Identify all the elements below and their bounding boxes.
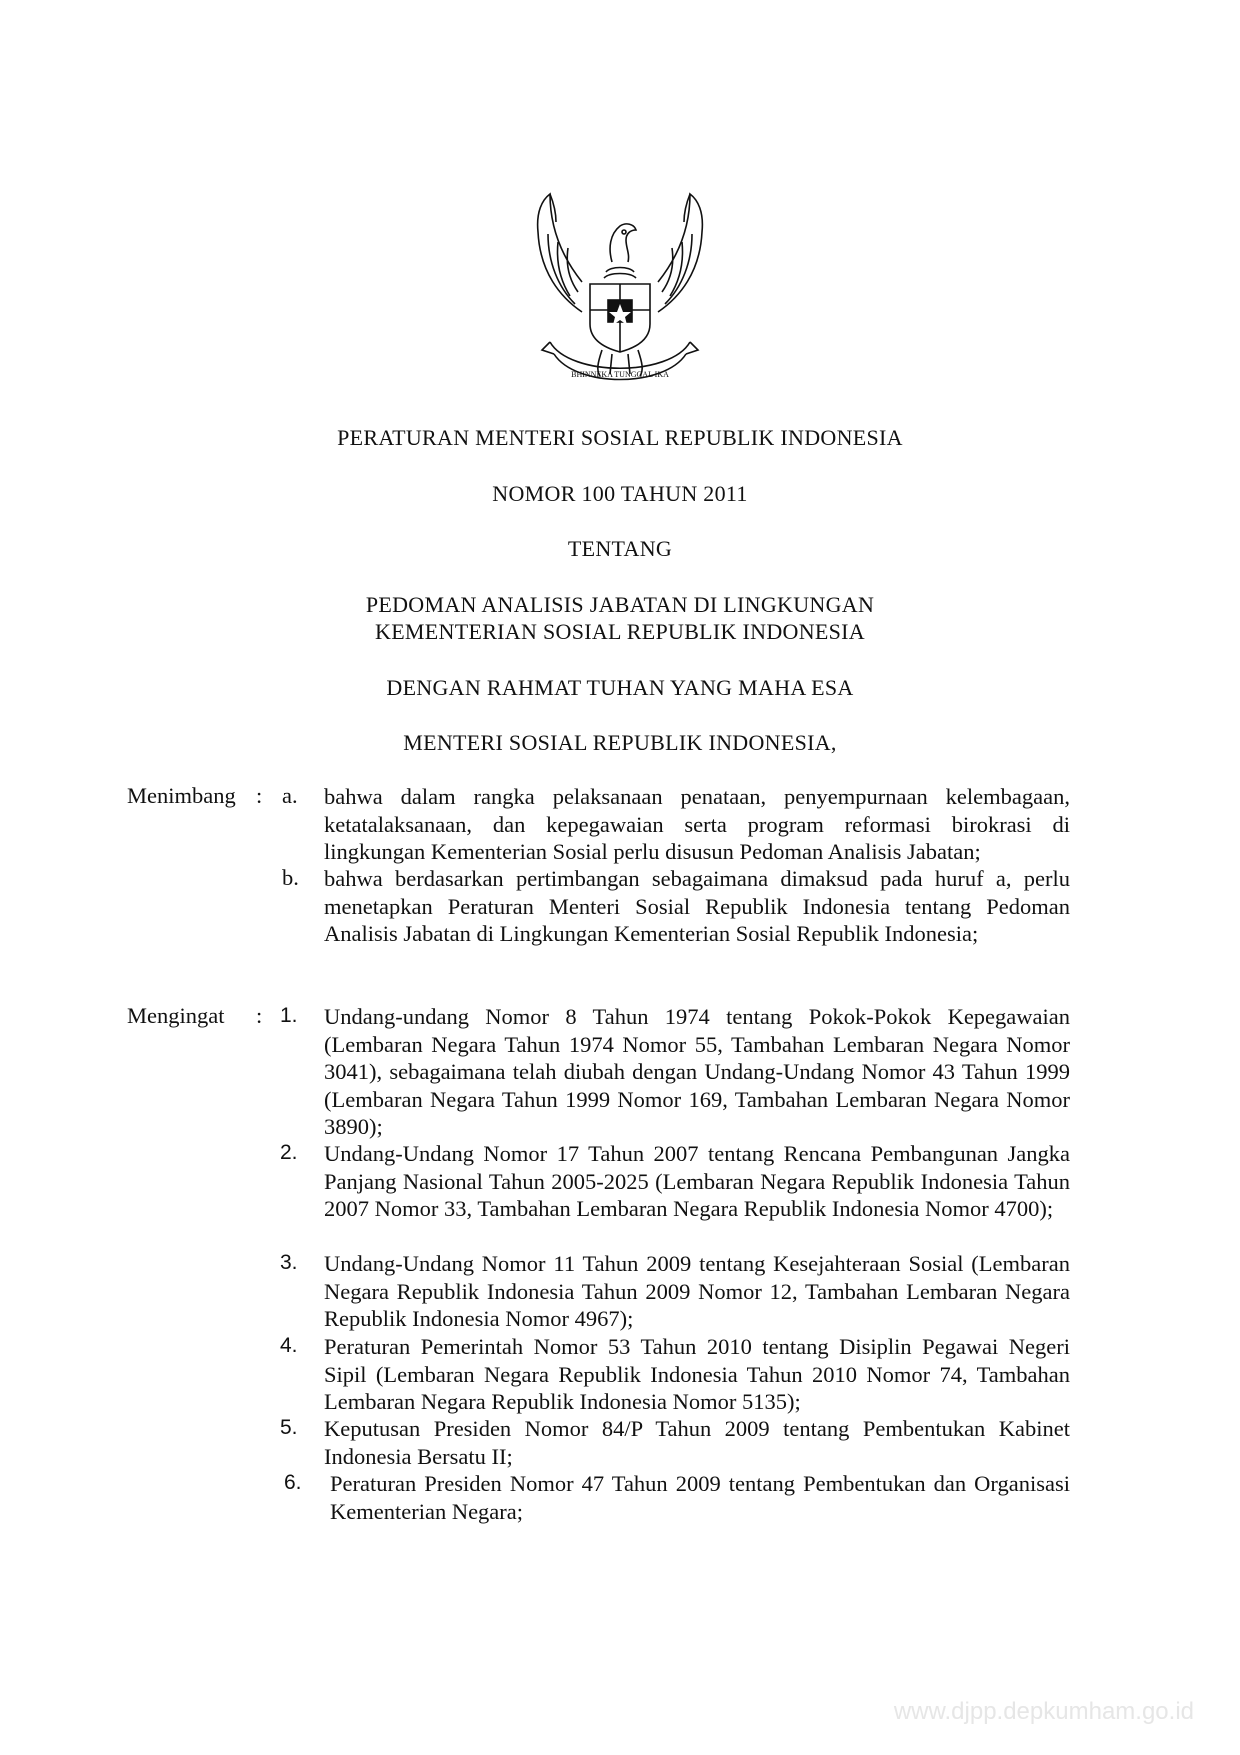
mengingat-marker-1: 1. xyxy=(280,1004,298,1027)
mengingat-marker-6: 6. xyxy=(284,1471,302,1494)
mengingat-item-5: Keputusan Presiden Nomor 84/P Tahun 2009 tentang Pembentukan Kabinet Indonesia Bersatu II; xyxy=(324,1416,1070,1469)
menimbang-label: Menimbang xyxy=(127,783,236,808)
menimbang-marker-a: a. xyxy=(282,783,298,808)
mengingat-item-4: Peraturan Pemerintah Nomor 53 Tahun 2010 tentang Disiplin Pegawai Negeri Sipil (Lembaran Negara Republik Indonesia Tahun 2010 Nomor 74, Tambahan Lembaran Negara Republik Indonesia Nomor 5135); xyxy=(324,1334,1070,1414)
mengingat-label: Mengingat xyxy=(127,1003,225,1028)
mengingat-marker-2: 2. xyxy=(280,1141,298,1164)
regulation-title: PERATURAN MENTERI SOSIAL REPUBLIK INDONESIA xyxy=(337,425,903,450)
emblem-motto: BHINNEKA TUNGGAL IKA xyxy=(571,370,669,379)
regulation-about: TENTANG xyxy=(567,536,673,561)
garuda-emblem xyxy=(520,192,720,402)
grace-statement: DENGAN RAHMAT TUHAN YANG MAHA ESA xyxy=(386,675,854,700)
menimbang-item-b: bahwa berdasarkan pertimbangan sebagaimana dimaksud pada huruf a, perlu menetapkan Peraturan Menteri Sosial Republik Indonesia tentang Pedoman Analisis Jabatan di Lingkungan Kementerian Sosial Republik Indonesia; xyxy=(324,866,1070,946)
source-watermark: www.djpp.depkumham.go.id xyxy=(893,1698,1194,1725)
mengingat-item-6: Peraturan Presiden Nomor 47 Tahun 2009 tentang Pembentukan dan Organisasi Kementerian Negara; xyxy=(330,1471,1070,1524)
menimbang-colon: : xyxy=(256,783,263,808)
regulation-number: NOMOR 100 TAHUN 2011 xyxy=(492,481,748,506)
regulation-subject-line2: KEMENTERIAN SOSIAL REPUBLIK INDONESIA xyxy=(375,619,865,644)
menimbang-marker-b: b. xyxy=(282,865,299,890)
mengingat-marker-5: 5. xyxy=(280,1416,298,1439)
mengingat-marker-3: 3. xyxy=(280,1251,298,1274)
mengingat-marker-4: 4. xyxy=(280,1334,298,1357)
garuda-emblem-graphic xyxy=(520,192,720,402)
menimbang-item-a: bahwa dalam rangka pelaksanaan penataan, penyempurnaan kelembagaan, ketatalaksanaan, dan kepegawaian serta program reformasi birokrasi di lingkungan Kementerian Sosial perlu disusun Pedoman Analisis Jabatan; xyxy=(324,784,1070,864)
mengingat-colon: : xyxy=(256,1003,263,1028)
regulation-subject-line1: PEDOMAN ANALISIS JABATAN DI LINGKUNGAN xyxy=(365,592,875,617)
mengingat-item-1: Undang-undang Nomor 8 Tahun 1974 tentang Pokok-Pokok Kepegawaian (Lembaran Negara Tahun 1974 Nomor 55, Tambahan Lembaran Negara Nomor 3041), sebagaimana telah diubah dengan Undang-Undang Nomor 43 Tahun 1999 (Lembaran Negara Tahun 1999 Nomor 169, Tambahan Lembaran Negara Nomor 3890); xyxy=(324,1004,1070,1139)
mengingat-item-2: Undang-Undang Nomor 17 Tahun 2007 tentang Rencana Pembangunan Jangka Panjang Nasional Tahun 2005-2025 (Lembaran Negara Republik Indonesia Tahun 2007 Nomor 33, Tambahan Lembaran Negara Republik Indonesia Nomor 4700); xyxy=(324,1141,1070,1221)
mengingat-item-3: Undang-Undang Nomor 11 Tahun 2009 tentang Kesejahteraan Sosial (Lembaran Negara Republik Indonesia Tahun 2009 Nomor 12, Tambahan Lembaran Negara Republik Indonesia Nomor 4967); xyxy=(324,1251,1070,1331)
minister-title: MENTERI SOSIAL REPUBLIK INDONESIA, xyxy=(403,730,837,755)
